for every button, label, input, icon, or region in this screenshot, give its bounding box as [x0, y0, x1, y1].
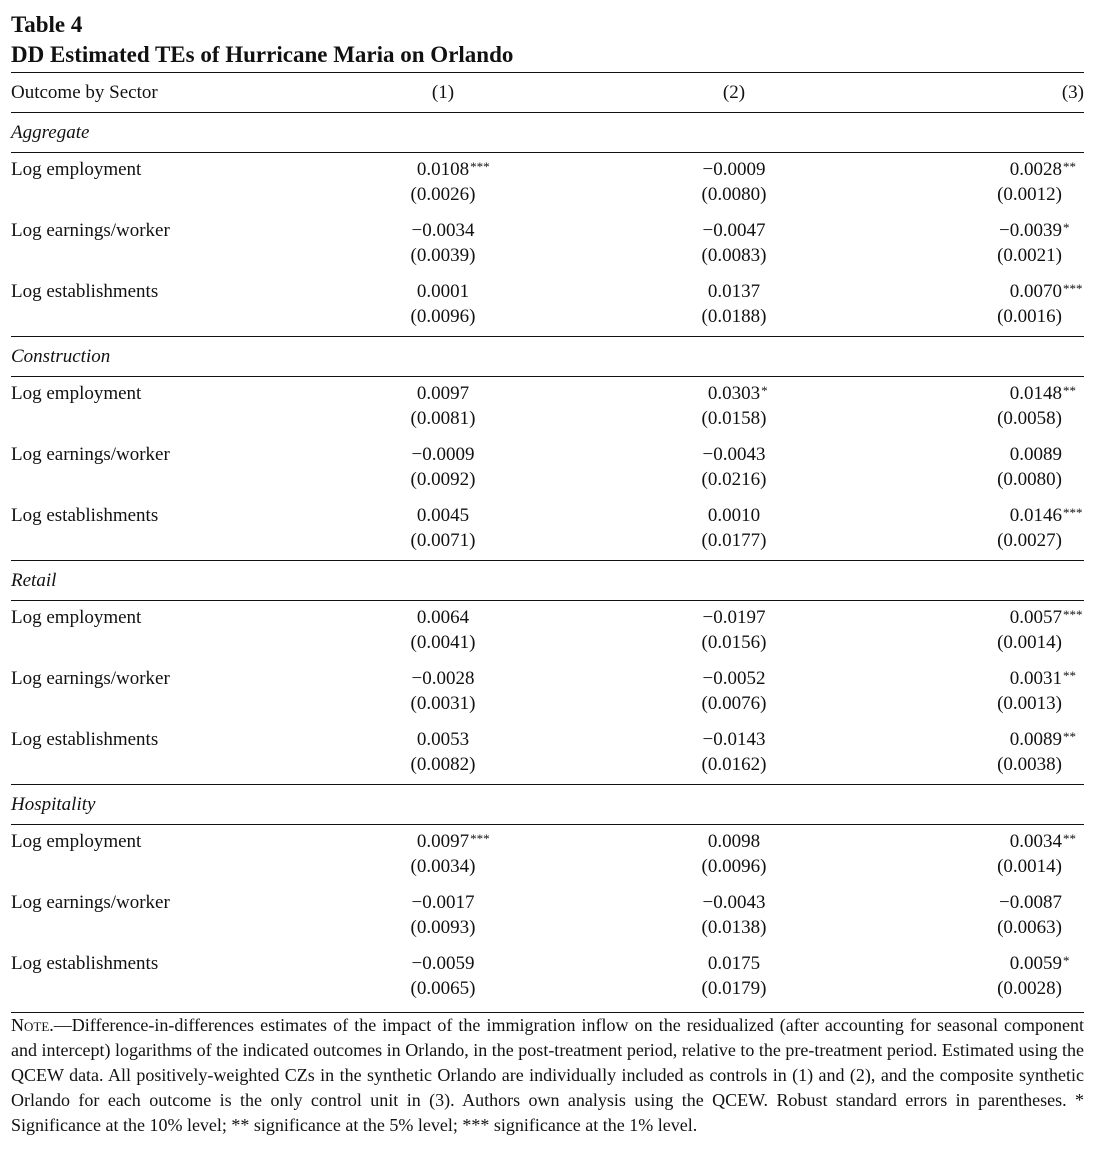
coefficient: 0.0010	[707, 505, 761, 526]
coefficient: −0.0197	[702, 607, 766, 628]
standard-error: (0.0016)	[997, 306, 1062, 327]
estimate-cell	[515, 886, 953, 947]
estimate-cell	[953, 377, 1084, 439]
table-row	[11, 377, 1084, 439]
standard-error: (0.0014)	[997, 632, 1062, 653]
coefficient: 0.0137	[707, 281, 761, 302]
standard-error: (0.0065)	[410, 978, 476, 999]
standard-error: (0.0082)	[410, 754, 476, 775]
significance-stars: ***	[470, 831, 490, 846]
estimate-cell	[371, 499, 515, 561]
estimate-cell	[371, 886, 515, 947]
coefficient-line	[371, 951, 515, 976]
standard-error: (0.0034)	[410, 856, 476, 877]
standard-error: (0.0093)	[410, 917, 476, 938]
row-label: Log establishments	[11, 281, 159, 302]
coefficient-line	[371, 157, 515, 182]
coefficient: 0.0053	[416, 729, 470, 750]
coefficient-line	[515, 442, 953, 467]
significance-stars: **	[1063, 668, 1076, 683]
row-label: Log employment	[11, 159, 142, 180]
standard-error: (0.0083)	[701, 245, 767, 266]
row-label: Log employment	[11, 607, 142, 628]
estimate-cell	[953, 662, 1084, 723]
standard-error: (0.0027)	[997, 530, 1062, 551]
coefficient-line	[515, 279, 953, 304]
section-title: Retail	[11, 561, 1084, 601]
section-title: Construction	[11, 337, 1084, 377]
coefficient-line	[371, 666, 515, 691]
significance-stars: **	[1063, 729, 1076, 744]
estimate-cell	[953, 601, 1084, 663]
section-title: Aggregate	[11, 113, 1084, 153]
section-row	[11, 337, 1084, 377]
header-col-1: (1)	[431, 81, 455, 103]
coefficient-line	[953, 442, 1084, 467]
significance-stars: ***	[1063, 281, 1083, 296]
coefficient-line	[953, 727, 1084, 752]
coefficient-line	[371, 829, 515, 854]
coefficient: −0.0059	[411, 953, 475, 974]
coefficient-line	[953, 829, 1084, 854]
significance-stars: *	[1063, 953, 1070, 968]
coefficient-line	[953, 381, 1084, 406]
coefficient: 0.0108	[416, 159, 470, 180]
estimate-cell	[953, 947, 1084, 1013]
estimate-cell	[371, 275, 515, 337]
coefficient: −0.0087	[999, 892, 1062, 913]
estimate-cell	[371, 601, 515, 663]
coefficient: −0.0043	[702, 892, 766, 913]
coefficient: −0.0047	[702, 220, 766, 241]
coefficient: 0.0057	[1009, 607, 1062, 628]
table-row	[11, 153, 1084, 215]
header-col-2: (2)	[722, 81, 746, 103]
coefficient-line	[371, 381, 515, 406]
coefficient-line	[371, 605, 515, 630]
coefficient-line	[515, 829, 953, 854]
row-label: Log earnings/worker	[11, 668, 170, 689]
standard-error: (0.0076)	[701, 693, 767, 714]
coefficient: 0.0031	[1009, 668, 1062, 689]
header-col-3: (3)	[1061, 81, 1084, 103]
standard-error: (0.0158)	[701, 408, 767, 429]
coefficient-line	[953, 890, 1084, 915]
standard-error: (0.0092)	[410, 469, 476, 490]
estimate-cell	[371, 723, 515, 785]
standard-error: (0.0162)	[701, 754, 767, 775]
estimate-cell	[371, 438, 515, 499]
estimate-cell	[371, 214, 515, 275]
coefficient: 0.0146	[1009, 505, 1062, 526]
standard-error: (0.0013)	[997, 693, 1062, 714]
estimate-cell	[515, 601, 953, 663]
row-label: Log earnings/worker	[11, 220, 170, 241]
table-row	[11, 601, 1084, 663]
table-row	[11, 499, 1084, 561]
coefficient: −0.0039	[999, 220, 1062, 241]
estimate-cell	[515, 275, 953, 337]
section-title: Hospitality	[11, 785, 1084, 825]
standard-error: (0.0031)	[410, 693, 476, 714]
coefficient-line	[515, 218, 953, 243]
estimate-cell	[371, 377, 515, 439]
coefficient-line	[515, 727, 953, 752]
significance-stars: ***	[1063, 505, 1083, 520]
coefficient: 0.0034	[1009, 831, 1062, 852]
standard-error: (0.0177)	[701, 530, 767, 551]
estimate-cell	[371, 825, 515, 887]
standard-error: (0.0026)	[410, 184, 476, 205]
significance-stars: ***	[1063, 607, 1083, 622]
standard-error: (0.0058)	[997, 408, 1062, 429]
coefficient-line	[953, 279, 1084, 304]
coefficient: 0.0064	[416, 607, 470, 628]
coefficient-line	[515, 157, 953, 182]
estimate-cell	[953, 214, 1084, 275]
standard-error: (0.0080)	[997, 469, 1062, 490]
significance-stars: *	[761, 383, 768, 398]
coefficient: −0.0017	[411, 892, 475, 913]
standard-error: (0.0179)	[701, 978, 767, 999]
row-label: Log establishments	[11, 947, 371, 1013]
coefficient-line	[515, 503, 953, 528]
estimate-cell	[953, 275, 1084, 337]
estimate-cell	[371, 947, 515, 1013]
row-label: Log establishments	[11, 729, 159, 750]
significance-stars: ***	[470, 159, 490, 174]
results-table	[11, 72, 1084, 1013]
standard-error: (0.0014)	[997, 856, 1062, 877]
coefficient-line	[371, 727, 515, 752]
standard-error: (0.0028)	[997, 978, 1062, 999]
coefficient-line	[953, 157, 1084, 182]
standard-error: (0.0039)	[410, 245, 476, 266]
coefficient: 0.0303	[707, 383, 761, 404]
coefficient: −0.0043	[702, 444, 766, 465]
table-row	[11, 438, 1084, 499]
coefficient-line	[515, 890, 953, 915]
section-row	[11, 561, 1084, 601]
coefficient-line	[953, 666, 1084, 691]
table-row	[11, 825, 1084, 887]
table-label: Table 4	[11, 12, 83, 37]
estimate-cell	[515, 499, 953, 561]
standard-error: (0.0096)	[410, 306, 476, 327]
standard-error: (0.0138)	[701, 917, 767, 938]
coefficient: 0.0089	[1009, 729, 1062, 750]
significance-stars: **	[1063, 831, 1076, 846]
table-title: DD Estimated TEs of Hurricane Maria on Orlando	[11, 42, 514, 67]
header-row-label: Outcome by Sector	[11, 81, 158, 103]
coefficient: 0.0089	[1009, 444, 1062, 465]
row-label: Log employment	[11, 383, 142, 404]
coefficient-line	[371, 279, 515, 304]
coefficient-line	[953, 605, 1084, 630]
coefficient-line	[953, 218, 1084, 243]
coefficient-line	[515, 666, 953, 691]
coefficient-line	[371, 442, 515, 467]
coefficient: 0.0175	[707, 953, 761, 974]
section-row	[11, 113, 1084, 153]
standard-error: (0.0216)	[701, 469, 767, 490]
table-row	[11, 275, 1084, 337]
coefficient: 0.0148	[1009, 383, 1062, 404]
standard-error: (0.0041)	[410, 632, 476, 653]
coefficient: 0.0028	[1009, 159, 1062, 180]
estimate-cell	[371, 662, 515, 723]
estimate-cell	[515, 438, 953, 499]
coefficient: 0.0098	[707, 831, 761, 852]
header-row	[11, 73, 1084, 113]
estimate-cell	[953, 438, 1084, 499]
table-row	[11, 886, 1084, 947]
coefficient: 0.0097	[416, 383, 470, 404]
coefficient-line	[371, 890, 515, 915]
coefficient: 0.0070	[1009, 281, 1062, 302]
coefficient-line	[953, 951, 1084, 976]
standard-error: (0.0188)	[701, 306, 767, 327]
standard-error: (0.0080)	[701, 184, 767, 205]
coefficient: 0.0001	[416, 281, 470, 302]
note-head: Note.	[11, 1015, 54, 1035]
standard-error: (0.0156)	[701, 632, 767, 653]
row-label: Log earnings/worker	[11, 892, 170, 913]
estimate-cell	[515, 214, 953, 275]
significance-stars: **	[1063, 383, 1076, 398]
standard-error: (0.0063)	[997, 917, 1062, 938]
significance-stars: **	[1063, 159, 1076, 174]
estimate-cell	[953, 886, 1084, 947]
table-row	[11, 723, 1084, 785]
coefficient-line	[953, 503, 1084, 528]
results-table-block	[11, 10, 1084, 1013]
row-label: Log earnings/worker	[11, 444, 170, 465]
standard-error: (0.0081)	[410, 408, 476, 429]
row-label: Log establishments	[11, 505, 159, 526]
estimate-cell	[953, 499, 1084, 561]
estimate-cell	[371, 153, 515, 215]
note-body: —Difference-in-differences estimates of the impact of the immigration inflow on the residualized (after accounting for seasonal component and intercept) logarithms of the indicated outcomes in Orlando, in the post-treatment period, relative to the pre-treatment period. Estimated using the QCEW data. All positively-weighted CZs in the synthetic Orlando are individually included as controls in (1) and (2), and the composite synthetic Orlando for each outcome is the only control unit in (3). Authors own analysis using the QCEW. Robust standard errors in parentheses. * Significance at the 10% level; ** significance at the 5% level; *** significance at the 1% level.	[11, 1015, 1084, 1135]
standard-error: (0.0096)	[701, 856, 767, 877]
coefficient-line	[371, 218, 515, 243]
estimate-cell	[515, 377, 953, 439]
standard-error: (0.0021)	[997, 245, 1062, 266]
coefficient-line	[515, 381, 953, 406]
estimate-cell	[953, 825, 1084, 887]
coefficient: 0.0045	[416, 505, 470, 526]
coefficient: −0.0034	[411, 220, 475, 241]
table-note	[11, 1013, 1084, 1138]
table-row	[11, 662, 1084, 723]
table-row	[11, 947, 1084, 1013]
significance-stars: *	[1063, 220, 1070, 235]
estimate-cell	[515, 723, 953, 785]
estimate-cell	[515, 825, 953, 887]
estimate-cell	[953, 153, 1084, 215]
estimate-cell	[515, 947, 953, 1013]
estimate-cell	[515, 662, 953, 723]
coefficient: −0.0052	[702, 668, 766, 689]
coefficient: −0.0009	[411, 444, 475, 465]
standard-error: (0.0071)	[410, 530, 476, 551]
section-row	[11, 785, 1084, 825]
coefficient-line	[515, 605, 953, 630]
table-row	[11, 214, 1084, 275]
coefficient: −0.0009	[702, 159, 766, 180]
coefficient: −0.0028	[411, 668, 475, 689]
standard-error: (0.0012)	[997, 184, 1062, 205]
coefficient-line	[515, 951, 953, 976]
table-body	[11, 113, 1084, 1013]
coefficient: −0.0143	[702, 729, 766, 750]
estimate-cell	[953, 723, 1084, 785]
coefficient: 0.0097	[416, 831, 470, 852]
row-label: Log employment	[11, 831, 142, 852]
standard-error: (0.0038)	[997, 754, 1062, 775]
estimate-cell	[515, 153, 953, 215]
coefficient-line	[371, 503, 515, 528]
coefficient: 0.0059	[1009, 953, 1062, 974]
